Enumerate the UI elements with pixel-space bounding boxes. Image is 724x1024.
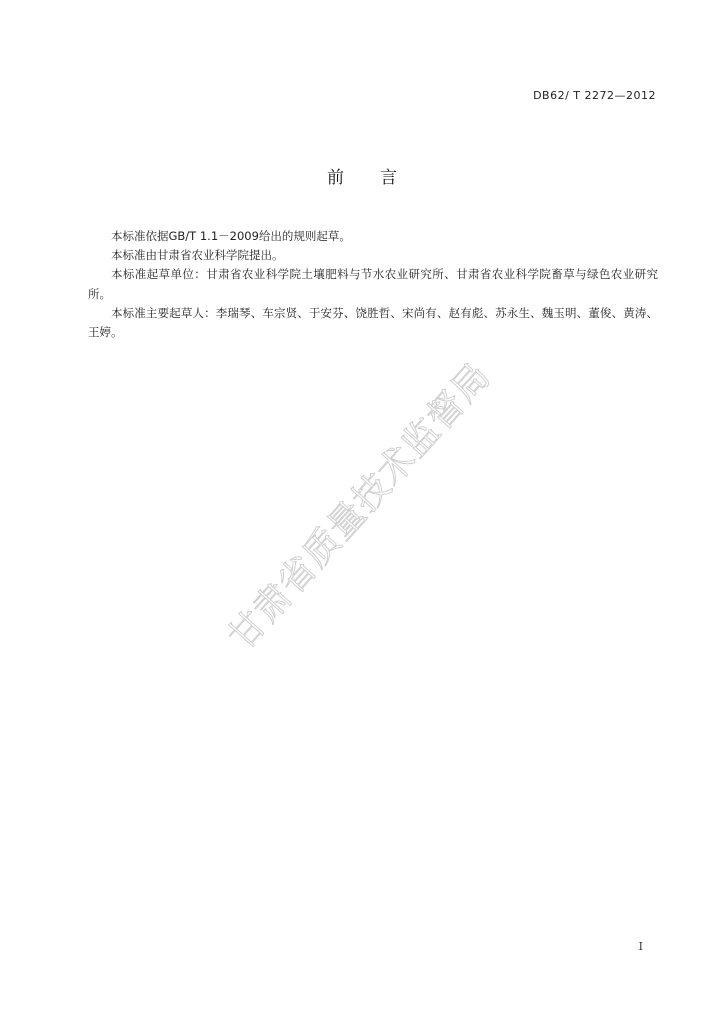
page-number: I xyxy=(638,940,643,953)
paragraph-drafters: 本标准主要起草人：李瑞琴、车宗贤、于安芬、饶胜哲、宋尚有、赵有彪、苏永生、魏玉明、董俊、黄涛、王婷。 xyxy=(88,305,658,340)
paragraph-drafting-rules: 本标准依据GB/T 1.1－2009给出的规则起草。 xyxy=(111,229,351,243)
standard-code: DB62/ T 2272—2012 xyxy=(533,89,656,102)
foreword-body xyxy=(88,227,658,342)
paragraph-drafting-units: 本标准起草单位：甘肃省农业科学院土壤肥料与节水农业研究所、甘肃省农业科学院畜草与绿色农业研究所。 xyxy=(88,267,658,301)
page-title: 前言 xyxy=(327,168,433,188)
paragraph-proposer: 本标准由甘肃省农业科学院提出。 xyxy=(111,248,284,263)
watermark: 甘肃省质量技术监督局 xyxy=(220,355,500,658)
